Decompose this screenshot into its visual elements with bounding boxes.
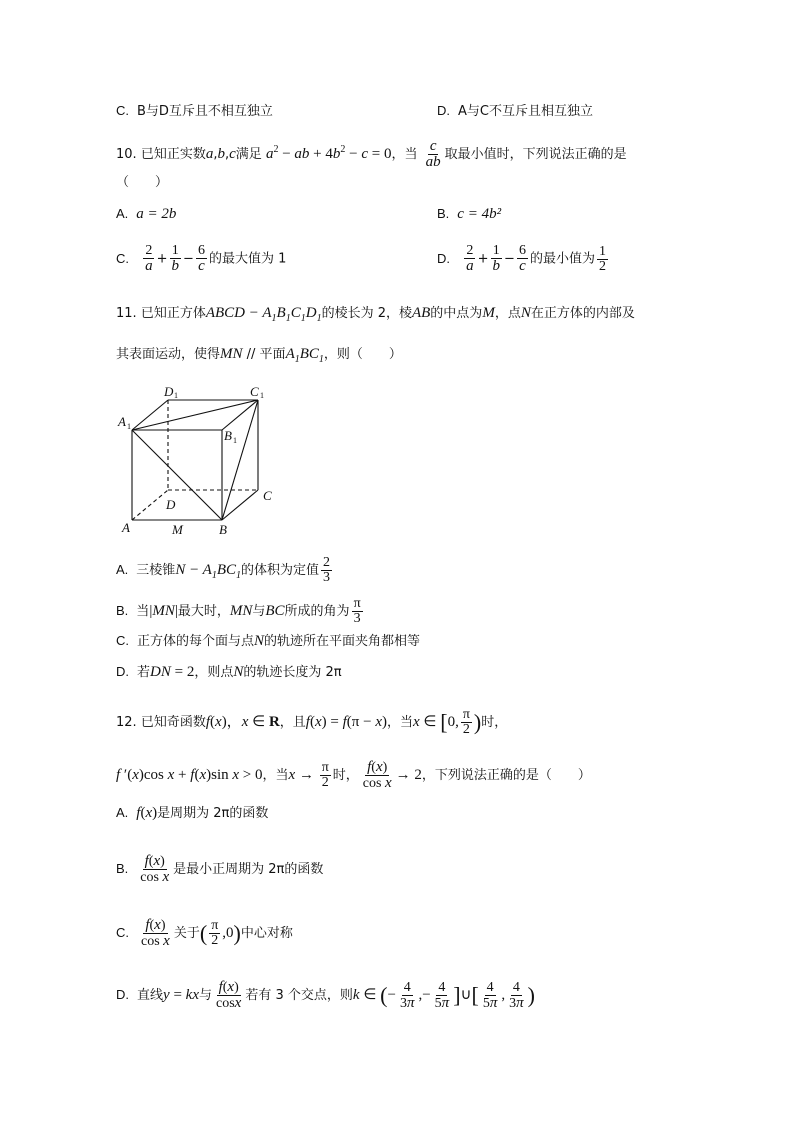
q12-option-d: D. 直线y = kx与 $\frac{f(x)}{\cos x}$ 若有 3 个交点，则k ∈ (− $\frac{4}{3\pi}$ ,− $\frac{4}{5\pi}$ ]∪[ $\frac{4}{5\pi}$ , $\frac{4}{3\pi}$ ) [116, 979, 535, 1011]
svg-text:1: 1 [127, 422, 131, 431]
q10-option-b: B. c = 4b² [437, 206, 502, 222]
cube-figure [112, 382, 282, 540]
label-M: M [172, 522, 183, 537]
q11-option-a: A. 三棱锥$N - A_1BC_1$的体积为定值 $\frac{2}{3}$ [116, 555, 331, 585]
q10-paren: （ ） [116, 175, 169, 190]
label-C: C [263, 488, 272, 503]
label-B1: B [224, 428, 232, 443]
q12-stem-line2: f ′(x)cos x + f(x)sin x > 0，当x → $\frac{\pi}{2}$ 时， $\frac{f(x)}{\text{cos x}}$ → 2，下列说法正确的是（ ） [116, 759, 591, 791]
q12-option-a: A. f(x)是周期为 2π的函数 [116, 805, 269, 821]
q10-option-d: D. $\frac{2}{a}$ + $\frac{1}{b}$ − $\frac{6}{c}$ 的最小值为 $\frac{1}{2}$ [437, 243, 606, 274]
q11-option-d: D. 若DN = 2，则点N的轨迹长度为 2π [116, 664, 342, 680]
q12-stem-line1: 12. 已知奇函数f(x)，x ∈ R，且f(x) = f(π − x)，当x ∈ [0, $\frac{\pi}{2}$ )时， [116, 707, 508, 737]
q10-option-a: A. a = 2b [116, 206, 177, 222]
label-A1: A [118, 414, 126, 429]
label-D: D [166, 497, 176, 512]
label-B: B [219, 522, 227, 537]
q11-stem-line2: 其表面运动，使得MN // 平面$A_1BC_1$，则（ ） [116, 346, 402, 365]
fraction-c-over-ab: $\frac{c}{ab}$ [425, 138, 441, 170]
q10-option-c: C. $\frac{2}{a}$ + $\frac{1}{b}$ − $\frac{6}{c}$ 的最大值为 1 [116, 243, 287, 274]
q10-stem: 10. 已知正实数a,b,c满足 $a^2$ − ab + $4b^2 - c = 0$，当 $\frac{c}{ab}$ 取最小值时，下列说法正确的是 [116, 138, 627, 170]
q9-option-c: C. B与D互斥且不相互独立 [116, 103, 273, 119]
svg-text:1: 1 [233, 436, 237, 445]
svg-text:1: 1 [260, 391, 264, 400]
q11-stem-line1: 11. 已知正方体ABCD − $A_1B_1C_1D_1$的棱长为 2，棱AB的中点为M，点N在正方体的内部及 [116, 305, 635, 324]
q11-option-c: C. 正方体的每个面与点N的轨迹所在平面夹角都相等 [116, 633, 421, 649]
q12-option-c: C. $\frac{f(x)}{\text{cos x}}$ 关于( $\frac{\pi}{2}$ ,0)中心对称 [116, 917, 293, 949]
q9-option-d: D. A与C不互斥且相互独立 [437, 103, 593, 119]
label-D1: D [164, 384, 174, 399]
label-A: A [122, 520, 130, 535]
label-C1: C [250, 384, 259, 399]
q12-option-b: B. $\frac{f(x)}{\text{cos x}}$ 是最小正周期为 2π的函数 [116, 853, 324, 885]
q11-option-b: B. 当|MN|最大时，MN与BC所成的角为 $\frac{\pi}{3}$ [116, 596, 361, 626]
svg-text:1: 1 [174, 391, 178, 400]
